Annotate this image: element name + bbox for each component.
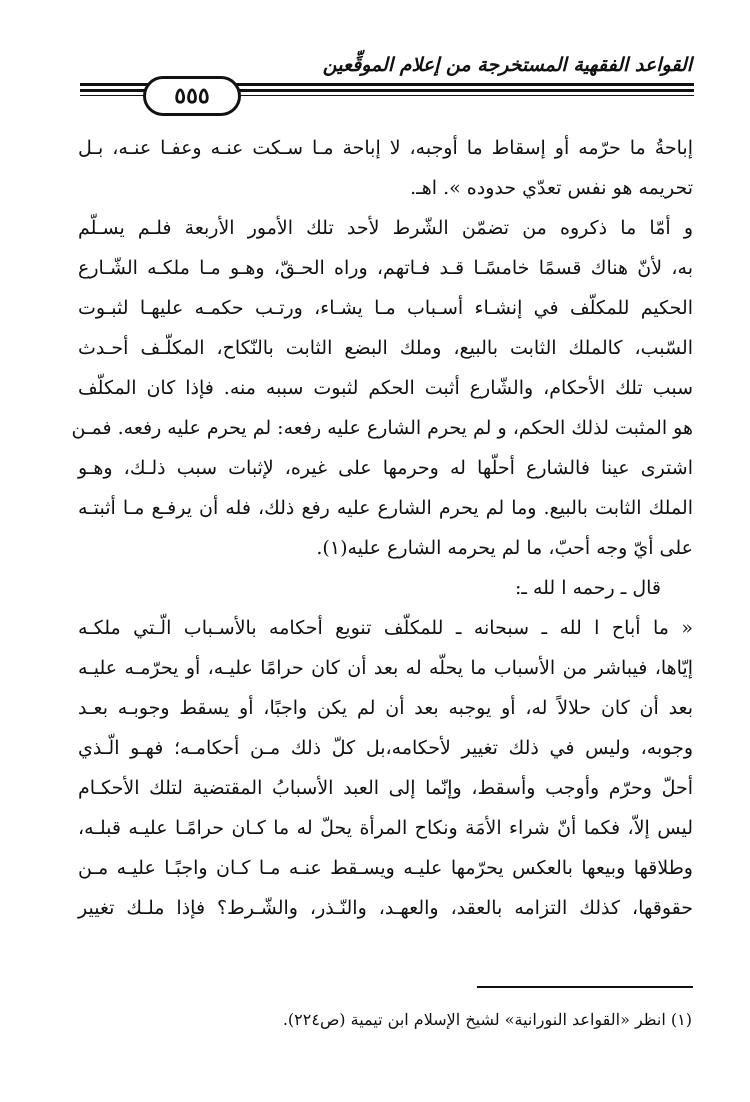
text-line: ليس إلاّ، فكما أنّ شراء الأمَة ونكاح المرأة يحلّ له ما كـان حرامًـا عليـه قبلـه، bbox=[78, 817, 693, 839]
text-line: الحكيم للمكلّف في إنشـاء أسـباب مـا يشـاء، ورتـب حكمـه عليهـا لثبـوت bbox=[78, 297, 693, 319]
text-line: هو المثبت لذلك الحكم، و لم يحرم الشارع عليه رفعه: لم يحرم عليه رفعه. فمـن bbox=[71, 417, 693, 439]
page-header bbox=[0, 0, 750, 110]
text-line: أحلّ وحرّم وأوجب وأسقط، وإنّما إلى العبد الأسبابُ المقتضية لتلك الأحكـام bbox=[78, 777, 693, 799]
body-text bbox=[71, 128, 693, 928]
footnote-divider bbox=[477, 986, 693, 988]
text-line: السّبب، كالملك الثابت بالبيع، وملك البضع الثابت بالنّكاح، المكلّـف أحـدث bbox=[78, 337, 693, 359]
text-line: به، لأنّ هناك قسمًا خامسًـا قـد فـاتهم، وراه الحـقّ، وهـو مـا ملكـه الشّـارع bbox=[78, 257, 693, 279]
text-line: على أيّ وجه أحبّ، ما لم يحرمه الشارع عليه(١). bbox=[316, 537, 693, 559]
page-number-badge: ٥٥٥ bbox=[143, 76, 241, 116]
text-line: الملك الثابت بالبيع. وما لم يحرم الشارع عليه رفع ذلك، فله أن يرفـع مـا أثبتـه bbox=[78, 497, 693, 519]
text-line: وجوبه، وليس في ذلك تغيير لأحكامه،بل كلّ ذلك مـن أحكامـه؛ فهـو الّـذي bbox=[78, 737, 693, 759]
text-line: إيّاها، فيباشر من الأسباب ما يحلّه له بعد أن كان حرامًا عليـه، أو يحرّمـه عليـه bbox=[78, 657, 693, 679]
text-line: « ما أباح ا لله ـ سبحانه ـ للمكلّف تنويع أحكامه بالأسـباب الّـتي ملكـه bbox=[78, 617, 693, 639]
text-line: إباحةُ ما حرّمه أو إسقاط ما أوجبه، لا إباحة مـا سـكت عنـه وعفـا عنـه، بـل bbox=[78, 137, 693, 159]
text-line: تحريمه هو نفس تعدّي حدوده ». اهـ. bbox=[410, 177, 693, 199]
text-line: سبب تلك الأحكام، والشّارع أثبت الحكم لثبوت سببه منه. فإذا كان المكلّف bbox=[78, 377, 693, 399]
text-line: و أمّا ما ذكروه من تضمّن الشّرط لأحد تلك الأمور الأربعة فلـم يسـلّم bbox=[78, 217, 693, 239]
text-line: بعد أن كان حلالاً له، أو يوجبه بعد أن لم يكن واجبًا، أو يسقط وجوبـه بعـد bbox=[78, 697, 693, 719]
footnote: (١) انظر «القواعد النورانية» لشيخ الإسلام ابن تيمية (ص٢٢٤). bbox=[282, 1010, 692, 1029]
quote-intro-line: قال ـ رحمه ا لله ـ: bbox=[514, 577, 661, 599]
text-line: اشترى عينا فالشارع أحلّها له وحرمها على غيره، لإثبات سبب ذلـك، وهـو bbox=[78, 457, 693, 479]
text-line: حقوقها، كذلك التزامه بالعقد، والعهـد، والنّـذر، والشّـرط؟ فإذا ملـك تغيير bbox=[78, 897, 693, 919]
running-title: القواعد الفقهية المستخرجة من إعلام الموقِّعين bbox=[322, 54, 692, 76]
text-line: وطلاقها وبيعها بالعكس يحرّمها عليـه ويسـقط عنـه مـا كـان واجبًـا عليـه مـن bbox=[78, 857, 693, 879]
